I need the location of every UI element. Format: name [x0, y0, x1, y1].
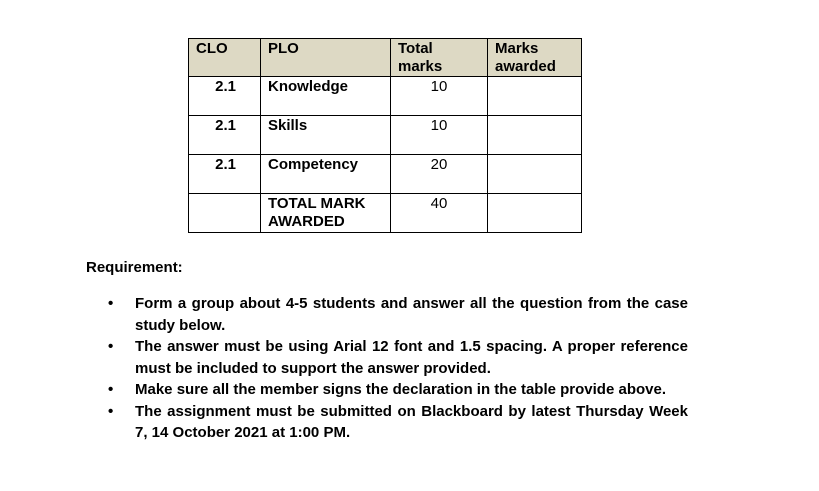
cell-total-marks: 10 — [391, 77, 488, 116]
header-marks-awarded: Marks awarded — [488, 39, 582, 77]
list-item — [108, 379, 688, 401]
cell-marks-awarded — [488, 155, 582, 194]
requirement-list — [108, 293, 688, 444]
cell-marks-awarded — [488, 77, 582, 116]
requirement-text: Form a group about 4-5 students and answer all the question from the case study below. — [135, 295, 688, 334]
header-clo: CLO — [189, 39, 261, 77]
table-row — [189, 155, 582, 194]
requirement-heading: Requirement: — [86, 259, 183, 276]
header-total-marks: Total marks — [391, 39, 488, 77]
bullet-icon: • — [108, 381, 114, 398]
cell-plo: TOTAL MARK AWARDED — [261, 194, 391, 233]
cell-clo: 2.1 — [189, 155, 261, 194]
marks-table — [188, 38, 582, 233]
cell-marks-awarded — [488, 194, 582, 233]
requirement-text: The assignment must be submitted on Blackboard by latest Thursday Week 7, 14 October 2021 at 1:00 PM. — [135, 402, 688, 441]
cell-clo: 2.1 — [189, 116, 261, 155]
header-plo: PLO — [261, 39, 391, 77]
cell-plo: Skills — [261, 116, 391, 155]
list-item — [108, 401, 688, 444]
requirement-text: The answer must be using Arial 12 font and 1.5 spacing. A proper reference must be included to support the answer provided. — [135, 338, 688, 377]
table-row — [189, 77, 582, 116]
table-row-total — [189, 194, 582, 233]
bullet-icon: • — [108, 402, 114, 420]
list-item — [108, 336, 688, 379]
bullet-icon: • — [108, 338, 114, 355]
bullet-icon: • — [108, 295, 114, 312]
cell-total-marks: 40 — [391, 194, 488, 233]
table-row — [189, 116, 582, 155]
cell-clo: 2.1 — [189, 77, 261, 116]
table-header-row — [189, 39, 582, 77]
cell-marks-awarded — [488, 116, 582, 155]
cell-total-marks: 10 — [391, 116, 488, 155]
cell-clo — [189, 194, 261, 233]
cell-total-marks: 20 — [391, 155, 488, 194]
requirement-text: Make sure all the member signs the declaration in the table provide above. — [135, 381, 666, 398]
cell-plo: Competency — [261, 155, 391, 194]
list-item — [108, 293, 688, 336]
cell-plo: Knowledge — [261, 77, 391, 116]
